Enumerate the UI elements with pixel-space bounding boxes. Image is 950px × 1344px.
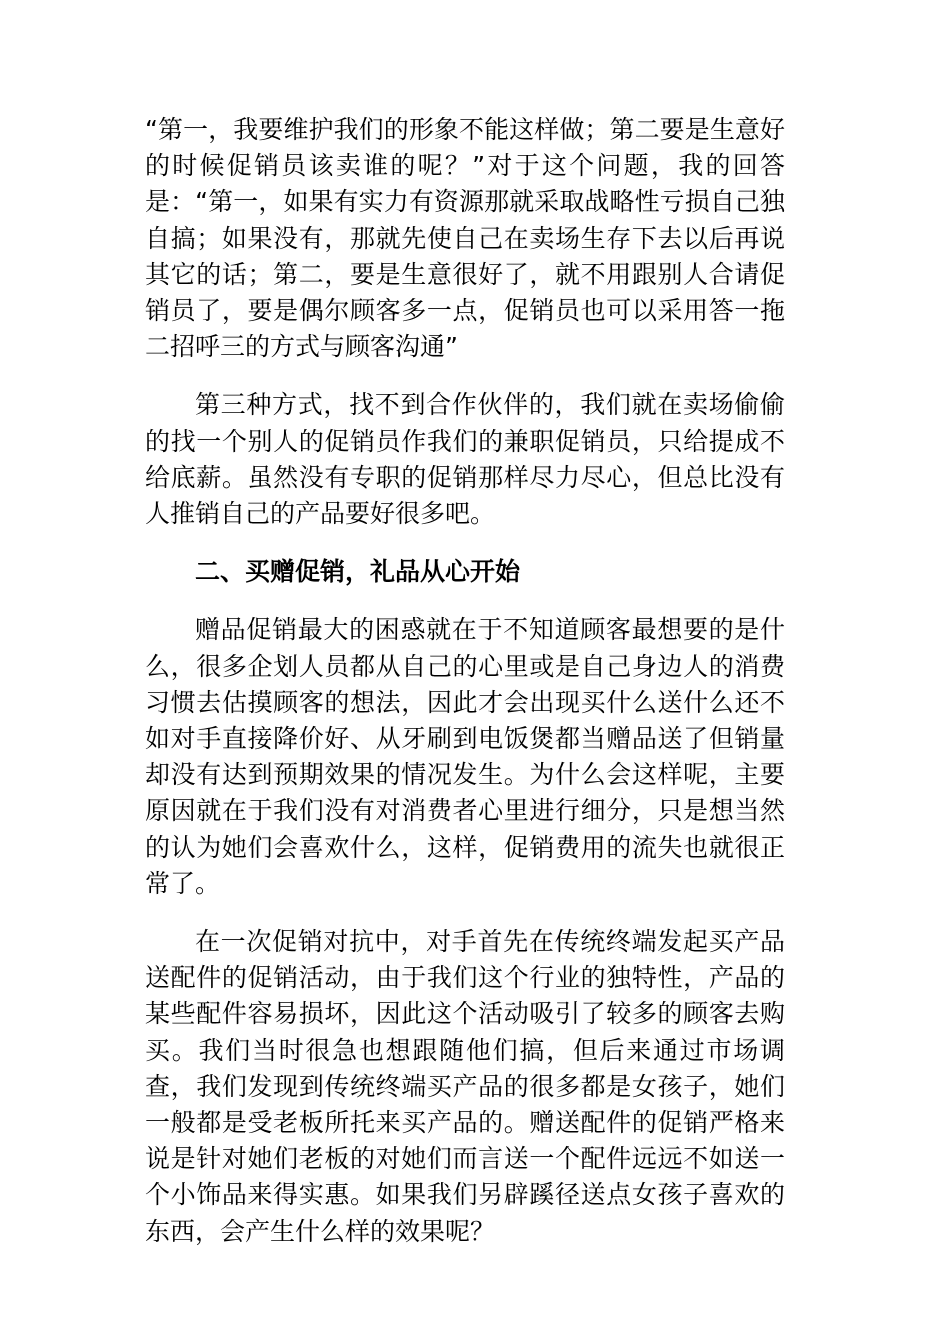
- section-heading: 二、买赠促销，礼品从心开始: [195, 557, 521, 587]
- paragraph-quote: “第一，我要维护我们的形象不能这样做；第二要是生意好的时候促销员该卖谁的呢？”对于这个问题，我的回答是：“第一，如果有实力有资源那就采取战略性亏损自己独自搞；如果没有，那就先使自己在卖场生存下去以后再说其它的话；第二，要是生意很好了，就不用跟别人合请促销员了，要是偶尔顾客多一点，促销员也可以采用答一拖二招呼三的方式与顾客沟通”: [145, 115, 785, 362]
- paragraph-gift-promotion: 赠品促销最大的困惑就在于不知道顾客最想要的是什么，很多企划人员都从自己的心里或是自己身边人的消费习惯去估摸顾客的想法，因此才会出现买什么送什么还不如对手直接降价好、从牙刷到电饭煲都当赠品送了但销量却没有达到预期效果的情况发生。为什么会这样呢，主要原因就在于我们没有对消费者心里进行细分，只是想当然的认为她们会喜欢什么，这样，促销费用的流失也就很正常了。: [145, 615, 785, 898]
- paragraph-promotion-case: 在一次促销对抗中，对手首先在传统终端发起买产品送配件的促销活动，由于我们这个行业的独特性，产品的某些配件容易损坏，因此这个活动吸引了较多的顾客去购买。我们当时很急也想跟随他们搞，但后来通过市场调查，我们发现到传统终端买产品的很多都是女孩子，她们一般都是受老板所托来买产品的。赠送配件的促销严格来说是针对她们老板的对她们而言送一个配件远远不如送一个小饰品来得实惠。如果我们另辟蹊径送点女孩子喜欢的东西，会产生什么样的效果呢？: [145, 927, 785, 1246]
- paragraph-third-method: 第三种方式，找不到合作伙伴的，我们就在卖场偷偷的找一个别人的促销员作我们的兼职促销员，只给提成不给底薪。虽然没有专职的促销那样尽力尽心，但总比没有人推销自己的产品要好很多吧。: [145, 390, 785, 529]
- document-body: [145, 112, 785, 1272]
